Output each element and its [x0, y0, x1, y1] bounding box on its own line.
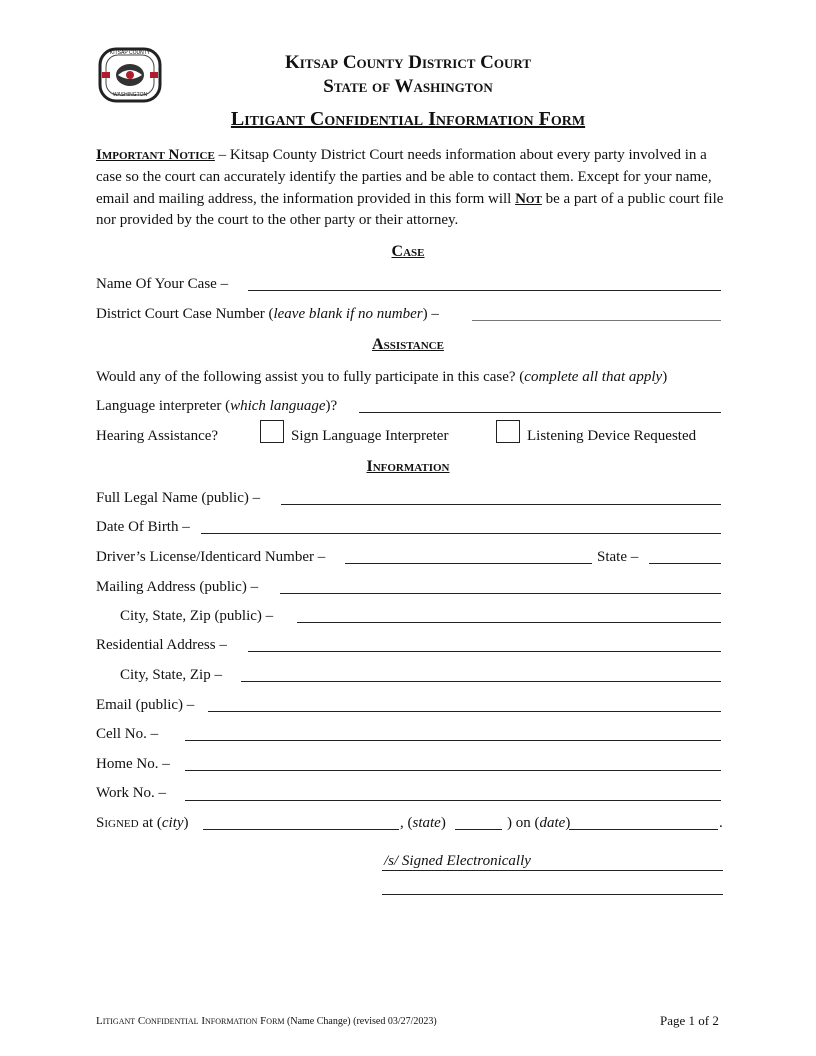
- case-heading: Case: [391, 243, 425, 260]
- residential-address-label: Residential Address –: [96, 637, 227, 653]
- full-name-label: Full Legal Name (public) –: [96, 490, 261, 506]
- email-field[interactable]: [208, 711, 721, 712]
- sign-language-label: Sign Language Interpreter: [291, 428, 449, 444]
- mailing-city-label: City, State, Zip (public) –: [120, 608, 274, 624]
- license-state-field[interactable]: [649, 563, 721, 564]
- form-title: Litigant Confidential Information Form: [230, 108, 586, 130]
- work-field[interactable]: [185, 800, 721, 801]
- assistance-heading: Assistance: [372, 336, 444, 353]
- signed-date-label: [507, 814, 570, 832]
- residential-city-label: City, State, Zip –: [120, 667, 222, 683]
- signed-at-word: at (: [138, 815, 162, 831]
- full-name-field[interactable]: [281, 504, 721, 505]
- residential-address-field[interactable]: [248, 651, 721, 652]
- court-name: Kitsap County District Court: [285, 52, 531, 73]
- interp-b: )?: [325, 398, 338, 414]
- signed-date-field[interactable]: [569, 829, 718, 830]
- assistance-question: [96, 368, 667, 386]
- signed-at-label: [96, 814, 189, 832]
- information-heading: Information: [366, 458, 450, 475]
- listening-device-label: Listening Device Requested: [527, 428, 697, 444]
- signed-comma-open: , (: [400, 815, 413, 831]
- interp-a: Language interpreter (: [96, 398, 231, 414]
- signed-city-field[interactable]: [203, 829, 399, 830]
- notice-text-a: – Kitsap County District Court needs information about every party involved in a case so the court can accurately identify the parties and be able to contact them. Except for your name, email and mailing address, the information provided in this form will: [96, 147, 712, 207]
- seal-bottom-text: WASHINGTON: [112, 92, 148, 98]
- dob-label: Date Of Birth –: [96, 519, 190, 535]
- printed-name-line[interactable]: [382, 894, 723, 895]
- signed-city-italic: city: [161, 815, 184, 831]
- license-field[interactable]: [345, 563, 592, 564]
- footer-form-name: [96, 1014, 437, 1029]
- signed-close-paren-3: ): [565, 815, 571, 831]
- cell-field[interactable]: [185, 740, 721, 741]
- interp-italic: which language: [230, 398, 326, 414]
- case-number-label: [96, 305, 439, 323]
- signed-word: Signed: [96, 815, 139, 831]
- case-number-text-a: District Court Case Number (: [96, 306, 274, 322]
- page-number: Page 1 of 2: [660, 1013, 719, 1028]
- important-notice: [96, 145, 734, 232]
- signed-close-paren-2: ): [440, 815, 446, 831]
- case-name-field[interactable]: [248, 290, 721, 291]
- signed-on-word: ) on (: [507, 815, 540, 831]
- signed-state-field[interactable]: [455, 829, 502, 830]
- email-label: Email (public) –: [96, 697, 195, 713]
- seal-top-text: KITSAP COUNTY: [109, 50, 151, 56]
- case-number-field[interactable]: [472, 320, 721, 321]
- home-field[interactable]: [185, 770, 721, 771]
- mailing-address-label: Mailing Address (public) –: [96, 579, 259, 595]
- signed-state-italic: state: [412, 815, 441, 831]
- signature-line[interactable]: [382, 870, 723, 871]
- state-name: State of Washington: [323, 76, 493, 97]
- dob-field[interactable]: [201, 533, 721, 534]
- signed-date-italic: date: [539, 815, 566, 831]
- interpreter-label: [96, 397, 337, 415]
- mailing-city-field[interactable]: [297, 622, 721, 623]
- listening-device-checkbox[interactable]: [496, 420, 520, 443]
- case-name-label: Name Of Your Case –: [96, 276, 229, 292]
- license-label: Driver’s License/Identicard Number –: [96, 549, 326, 565]
- cell-label: Cell No. –: [96, 726, 159, 742]
- signature-text: /s/ Signed Electronically: [384, 853, 531, 869]
- signed-close-paren: ): [183, 815, 189, 831]
- sign-language-checkbox[interactable]: [260, 420, 284, 443]
- assist-q-a: Would any of the following assist you to fully participate in this case? (: [96, 369, 525, 385]
- notice-label: Important Notice: [96, 147, 215, 163]
- home-label: Home No. –: [96, 756, 170, 772]
- case-number-italic: leave blank if no number: [273, 306, 423, 322]
- notice-emphasis: Not: [515, 190, 542, 207]
- assist-q-b: ): [662, 369, 668, 385]
- footer-revision: (Name Change) (revised 03/27/2023): [284, 1016, 437, 1027]
- notice-text-b: be a part of a public court file nor provided by the court to the other party or their attorney.: [96, 190, 724, 229]
- interpreter-language-field[interactable]: [359, 412, 721, 413]
- signed-state-label: [400, 814, 446, 832]
- case-number-text-b: ) –: [422, 306, 439, 322]
- hearing-assistance-label: Hearing Assistance?: [96, 428, 219, 444]
- work-label: Work No. –: [96, 785, 167, 801]
- mailing-address-field[interactable]: [280, 593, 721, 594]
- residential-city-field[interactable]: [241, 681, 721, 682]
- license-state-label: State –: [597, 549, 639, 565]
- signed-period: .: [719, 815, 723, 831]
- assist-q-italic: complete all that apply: [524, 369, 663, 385]
- footer-form-title: Litigant Confidential Information Form: [96, 1015, 285, 1027]
